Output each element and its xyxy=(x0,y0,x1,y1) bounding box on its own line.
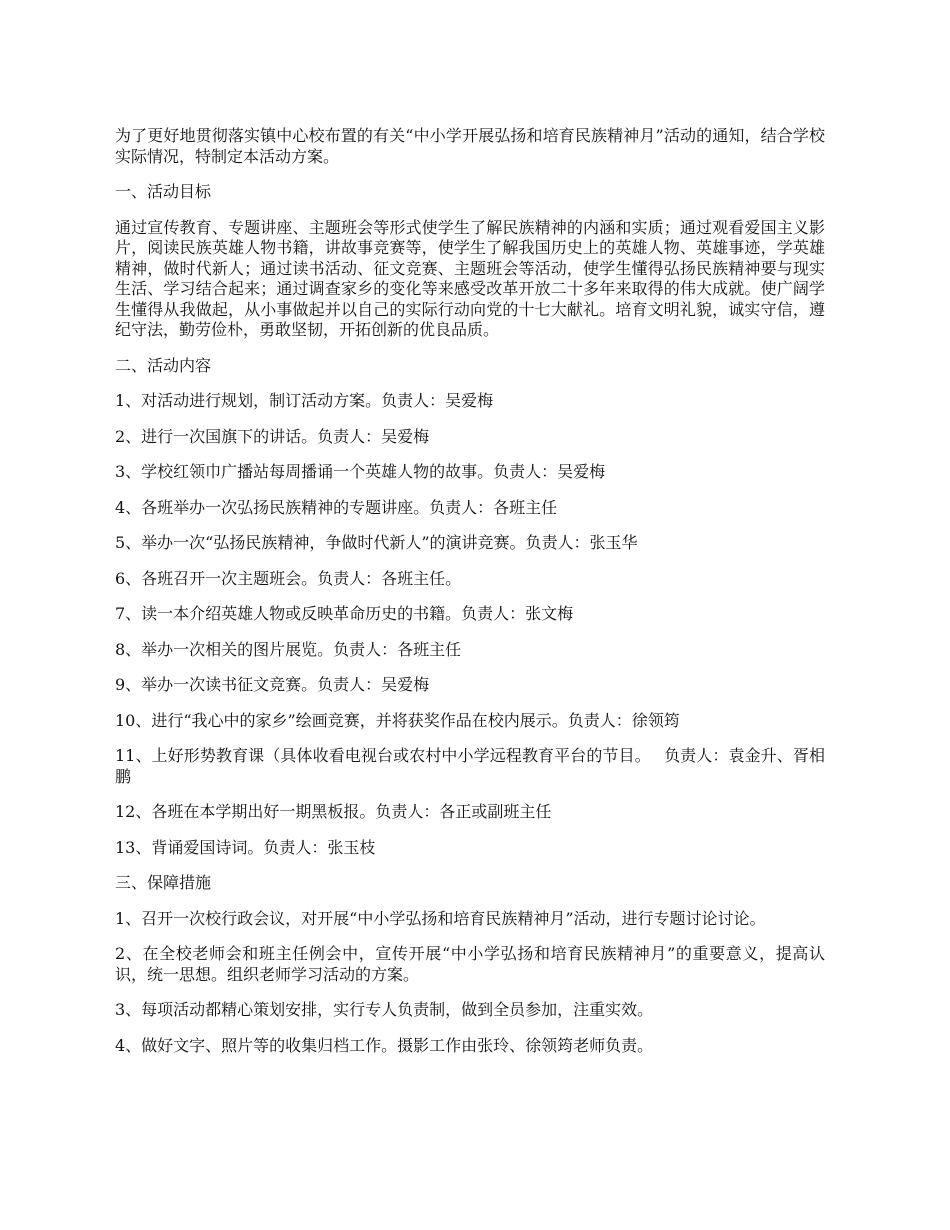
goals-paragraph: 通过宣传教育、专题讲座、主题班会等形式使学生了解民族精神的内涵和实质；通过观看爱国主义影片，阅读民族英雄人物书籍，讲故事竞赛等，使学生了解我国历史上的英雄人物、英雄事迹，学英雄精神，做时代新人；通过读书活动、征文竞赛、主题班会等活动，使学生懂得弘扬民族精神要与现实生活、学习结合起来；通过调查家乡的变化等来感受改革开放二十多年来取得的伟大成就。使广阔学生懂得从我做起，从小事做起并以自己的实际行动向党的十七大献礼。培育文明礼貌，诚实守信，遵纪守法，勤劳俭朴，勇敢坚韧，开拓创新的优良品质。 xyxy=(115,217,825,339)
content-item-2: 2、进行一次国旗下的讲话。负责人：吴爱梅 xyxy=(115,426,430,446)
content-item-10: 10、进行“我心中的家乡”绘画竞赛，并将获奖作品在校内展示。负责人：徐领筠 xyxy=(115,710,680,730)
content-item-7: 7、读一本介绍英雄人物或反映革命历史的书籍。负责人：张文梅 xyxy=(115,604,574,623)
content-item-5: 5、举办一次“弘扬民族精神，争做时代新人”的演讲竞赛。负责人：张玉华 xyxy=(115,533,638,552)
section-heading-goals: 一、活动目标 xyxy=(115,182,212,201)
section-heading-measures: 三、保障措施 xyxy=(115,873,212,892)
content-item-13: 13、背诵爱国诗词。负责人：张玉枝 xyxy=(115,837,376,857)
measure-item-2: 2、在全校老师会和班主任例会中，宣传开展“中小学弘扬和培育民族精神月”的重要意义，提高认识，统一思想。组织老师学习活动的方案。 xyxy=(115,944,825,984)
content-item-4: 4、各班举办一次弘扬民族精神的专题讲座。负责人：各班主任 xyxy=(115,497,558,517)
content-item-1: 1、对活动进行规划，制订活动方案。负责人：吴爱梅 xyxy=(115,391,494,410)
document-page xyxy=(115,126,825,1071)
section-heading-content: 二、活动内容 xyxy=(115,355,212,375)
content-item-12: 12、各班在本学期出好一期黑板报。负责人：各正或副班主任 xyxy=(115,802,552,821)
intro-paragraph: 为了更好地贯彻落实镇中心校布置的有关“中小学开展弘扬和培育民族精神月”活动的通知，结合学校实际情况，特制定本活动方案。 xyxy=(115,126,825,166)
measure-item-3: 3、每项活动都精心策划安排，实行专人负责制，做到全员参加，注重实效。 xyxy=(115,1000,654,1019)
content-item-3: 3、学校红领巾广播站每周播诵一个英雄人物的故事。负责人：吴爱梅 xyxy=(115,462,606,481)
measure-item-1: 1、召开一次校行政会议，对开展“中小学弘扬和培育民族精神月”活动，进行专题讨论讨论。 xyxy=(115,908,766,928)
content-item-11: 11、上好形势教育课（具体收看电视台或农村中小学远程教育平台的节目。 负责人：袁金升、胥相鹏 xyxy=(115,746,825,786)
measure-item-4: 4、做好文字、照片等的收集归档工作。摄影工作由张玲、徐领筠老师负责。 xyxy=(115,1035,654,1055)
content-item-9: 9、举办一次读书征文竞赛。负责人：吴爱梅 xyxy=(115,675,430,694)
content-item-8: 8、举办一次相关的图片展览。负责人：各班主任 xyxy=(115,639,462,659)
content-item-6: 6、各班召开一次主题班会。负责人：各班主任。 xyxy=(115,568,462,588)
